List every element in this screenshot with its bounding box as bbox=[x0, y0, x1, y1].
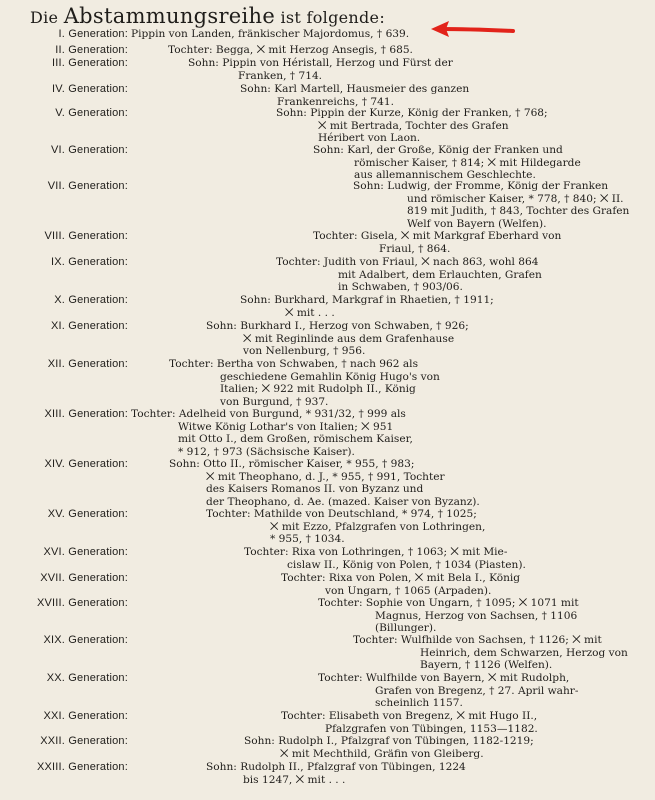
entry-line: 819 mit Judith, † 843, Tochter des Grafen bbox=[407, 205, 630, 217]
entry-line: Heinrich, dem Schwarzen, Herzog von bbox=[420, 646, 628, 659]
generation-entry bbox=[240, 294, 494, 319]
generation-label: III. Generation: bbox=[52, 57, 128, 69]
entry-line: Pfalzgrafen von Tübingen, 1153—1182. bbox=[325, 722, 538, 735]
entry-line: Tochter: Rixa von Polen, ⨉ mit Bela I., König bbox=[281, 572, 521, 584]
entry-line: Tochter: Wulfhilde von Sachsen, † 1126; ⨉ mit bbox=[353, 634, 602, 646]
entry-line: Tochter: Sophie von Ungarn, † 1095; ⨉ 1071 mit bbox=[318, 597, 579, 609]
generation-label: VI. Generation: bbox=[51, 144, 128, 156]
entry-line: mit Otto I., dem Großen, römischem Kaiser, bbox=[178, 433, 413, 445]
generation-label: X. Generation: bbox=[54, 294, 128, 306]
generation-entry bbox=[244, 546, 526, 571]
entry-line: Tochter: Adelheid von Burgund, * 931/32, † 999 als bbox=[131, 408, 406, 420]
entry-line: Friaul, † 864. bbox=[379, 242, 451, 255]
entry-line: Tochter: Elisabeth von Bregenz, ⨉ mit Hugo II., bbox=[281, 710, 538, 722]
entry-line: ⨉ mit Mechthild, Gräfin von Gleiberg. bbox=[280, 747, 484, 760]
entry-line: Sohn: Burkhard I., Herzog von Schwaben, † 926; bbox=[206, 320, 469, 332]
generation-label: XVIII. Generation: bbox=[36, 597, 128, 609]
generation-entry bbox=[206, 761, 466, 786]
entry-line: Tochter: Mathilde von Deutschland, * 974, † 1025; bbox=[206, 508, 477, 520]
generation-label: XII. Generation: bbox=[47, 358, 128, 370]
entry-line: Italien; ⨉ 922 mit Rudolph II., König bbox=[220, 383, 416, 395]
generation-label: VII. Generation: bbox=[47, 180, 128, 192]
generation-label: XV. Generation: bbox=[47, 508, 128, 520]
entry-line: Sohn: Otto II., römischer Kaiser, * 955, † 983; bbox=[169, 458, 415, 470]
entry-line: des Kaisers Romanos II. von Byzanz und bbox=[206, 483, 424, 495]
generation-entry bbox=[313, 144, 581, 182]
heading-suffix: ist folgende: bbox=[280, 8, 386, 27]
generation-label: XIV. Generation: bbox=[44, 458, 128, 470]
generation-entry bbox=[169, 358, 440, 408]
entry-line: scheinlich 1157. bbox=[375, 697, 463, 709]
generation-entry bbox=[353, 180, 629, 230]
entry-line: und römischer Kaiser, * 778, † 840; ⨉ II. bbox=[407, 192, 624, 205]
generation-entry bbox=[276, 256, 542, 294]
generation-label: V. Generation: bbox=[55, 107, 128, 119]
heading-title: Abstammungsreihe bbox=[63, 4, 276, 28]
generation-entry bbox=[318, 597, 579, 635]
generation-entry bbox=[353, 634, 628, 672]
entry-line: bis 1247, ⨉ mit . . . bbox=[243, 773, 346, 786]
generation-label: XXI. Generation: bbox=[43, 710, 128, 722]
entry-line: Grafen von Bregenz, † 27. April wahr- bbox=[375, 684, 579, 697]
generation-label: XX. Generation: bbox=[46, 672, 128, 684]
generation-entry bbox=[276, 107, 548, 145]
entry-line: Tochter: Bertha von Schwaben, † nach 962 als bbox=[169, 358, 418, 370]
entry-line: römischer Kaiser, † 814; ⨉ mit Hildegarde bbox=[354, 156, 581, 169]
entry-line: Pippin von Landen, fränkischer Majordomus, † 639. bbox=[131, 28, 410, 40]
entry-line: Witwe König Lothar's von Italien; ⨉ 951 bbox=[178, 420, 394, 433]
generation-label: XXIII. Generation: bbox=[36, 761, 128, 773]
entry-line: Tochter: Begga, ⨉ mit Herzog Ansegis, † 685. bbox=[168, 44, 413, 56]
generation-label: XI. Generation: bbox=[51, 320, 128, 332]
entry-line: Tochter: Wulfhilde von Bayern, ⨉ mit Rudolph, bbox=[318, 672, 570, 684]
generation-entry bbox=[169, 458, 480, 508]
entry-line: in Schwaben, † 903/06. bbox=[338, 281, 463, 293]
entry-line: Frankenreichs, † 741. bbox=[277, 95, 394, 108]
generation-label: XXII. Generation: bbox=[40, 735, 128, 747]
entry-line: Bayern, † 1126 (Welfen). bbox=[420, 659, 553, 671]
entry-line: Sohn: Burkhard, Markgraf in Rhaetien, † 1911; bbox=[240, 294, 494, 306]
entry-line: Welf von Bayern (Welfen). bbox=[407, 217, 547, 230]
entry-line: cislaw II., König von Polen, † 1034 (Piasten). bbox=[287, 558, 526, 571]
generation-entry bbox=[131, 408, 413, 458]
generation-label: IX. Generation: bbox=[51, 256, 128, 268]
entry-line: Héribert von Laon. bbox=[318, 132, 421, 144]
entry-line: Sohn: Pippin der Kurze, König der Franken, † 768; bbox=[276, 107, 548, 119]
entry-line: Tochter: Rixa von Lothringen, † 1063; ⨉ mit Mie- bbox=[244, 546, 508, 558]
entry-line: Sohn: Karl Martell, Hausmeier des ganzen bbox=[240, 83, 470, 95]
entry-line: Tochter: Judith von Friaul, ⨉ nach 863, wohl 864 bbox=[276, 256, 539, 268]
generation-entry bbox=[206, 508, 485, 546]
generation-entry bbox=[188, 57, 453, 82]
entry-line: der Theophano, d. Ae. (mazed. Kaiser von Byzanz). bbox=[206, 495, 480, 508]
entry-line: * 912, † 973 (Sächsische Kaiser). bbox=[178, 445, 355, 458]
entry-line: von Nellenburg, † 956. bbox=[243, 345, 366, 357]
entry-line: geschiedene Gemahlin König Hugo's von bbox=[220, 370, 440, 383]
generation-entry bbox=[281, 710, 538, 735]
entry-line: von Ungarn, † 1065 (Arpaden). bbox=[325, 584, 492, 597]
entry-line: Franken, † 714. bbox=[238, 69, 323, 82]
entry-line: ⨉ mit Theophano, d. J., * 955, † 991, Tochter bbox=[206, 470, 445, 483]
entry-line: Sohn: Ludwig, der Fromme, König der Franken bbox=[353, 180, 609, 192]
entry-line: von Burgund, † 937. bbox=[220, 395, 329, 408]
entry-line: Sohn: Rudolph II., Pfalzgraf von Tübingen, 1224 bbox=[206, 761, 466, 773]
generation-label: IV. Generation: bbox=[52, 83, 128, 95]
generation-entry bbox=[318, 672, 578, 710]
generation-entry bbox=[131, 28, 409, 41]
entry-line: * 955, † 1034. bbox=[270, 533, 345, 545]
generation-label: XVI. Generation: bbox=[43, 546, 128, 558]
generation-label: VIII. Generation: bbox=[44, 230, 128, 242]
entry-line: Sohn: Rudolph I., Pfalzgraf von Tübingen, 1182-1219; bbox=[244, 735, 534, 747]
entry-line: ⨉ mit Bertrada, Tochter des Grafen bbox=[318, 119, 509, 132]
arrow-icon bbox=[431, 21, 513, 37]
entry-line: aus allemannischem Geschlechte. bbox=[354, 169, 536, 181]
heading-prefix: Die bbox=[30, 8, 59, 27]
entry-line: Sohn: Karl, der Große, König der Franken und bbox=[313, 144, 563, 156]
generation-entry bbox=[244, 735, 534, 760]
entry-line: mit Adalbert, dem Erlauchten, Grafen bbox=[338, 268, 542, 281]
entry-line: ⨉ mit Ezzo, Pfalzgrafen von Lothringen, bbox=[270, 520, 486, 533]
entry-line: (Billunger). bbox=[375, 622, 437, 634]
generation-label: II. Generation: bbox=[55, 44, 128, 56]
entry-line: Tochter: Gisela, ⨉ mit Markgraf Eberhard von bbox=[313, 230, 562, 242]
generation-entry bbox=[206, 320, 469, 358]
generation-entry bbox=[240, 83, 469, 108]
generation-label: XIII. Generation: bbox=[44, 408, 128, 420]
generation-entry bbox=[168, 44, 413, 57]
generation-label: I. Generation: bbox=[58, 28, 128, 40]
generation-label: XIX. Generation: bbox=[43, 634, 128, 646]
entry-line: ⨉ mit . . . bbox=[285, 306, 335, 319]
generation-entry bbox=[313, 230, 561, 255]
entry-line: ⨉ mit Reginlinde aus dem Grafenhause bbox=[243, 332, 455, 345]
entry-line: Sohn: Pippin von Héristall, Herzog und Fürst der bbox=[188, 57, 453, 69]
generation-entry bbox=[281, 572, 520, 597]
entry-line: Magnus, Herzog von Sachsen, † 1106 bbox=[375, 609, 578, 622]
generation-label: XVII. Generation: bbox=[40, 572, 128, 584]
